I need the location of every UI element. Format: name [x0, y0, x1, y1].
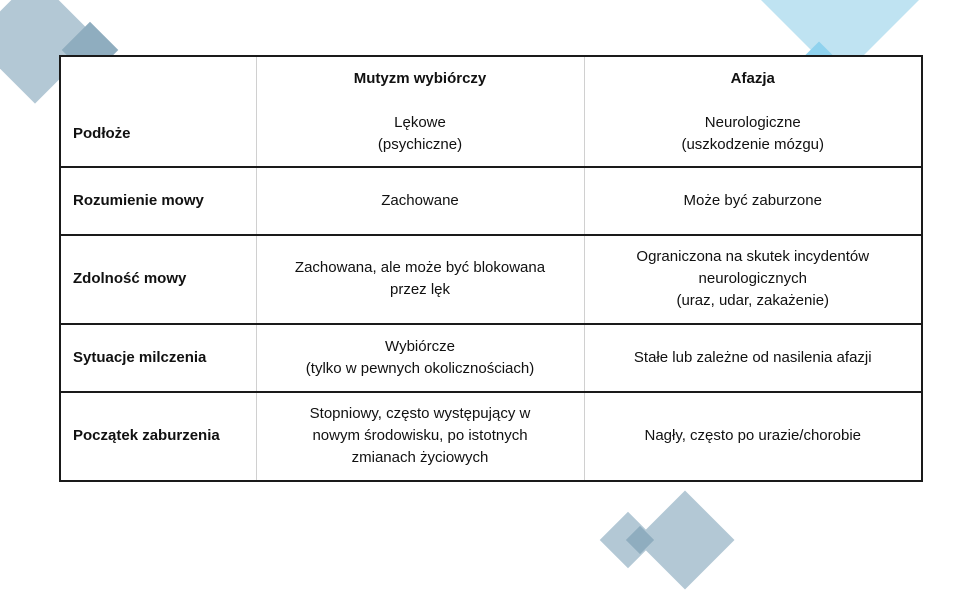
row-label: Podłoże: [60, 101, 256, 167]
cell-afazja: [584, 235, 922, 324]
cell-text-line: (uraz, udar, zakażenie): [676, 292, 830, 310]
cell-text-line: (psychiczne): [377, 135, 463, 153]
table-row: [60, 167, 922, 234]
cell-text-line: nowym środowisku, po istotnych: [312, 427, 528, 445]
cell-afazja: [584, 392, 922, 482]
cell-afazja: [584, 324, 922, 391]
cell-text-line: Lękowe: [394, 113, 446, 131]
table-row: [60, 324, 922, 391]
row-label: Sytuacje milczenia: [60, 324, 256, 391]
table-row: [60, 101, 922, 167]
table-row: [60, 235, 922, 324]
header-afazja: Afazja: [730, 70, 775, 87]
cell-text-line: Zachowane: [381, 192, 459, 210]
cell-text-line: Ograniczona na skutek incydentów: [636, 248, 870, 266]
cell-text-line: Zachowana, ale może być blokowana: [294, 259, 546, 277]
cell-mutyzm: [256, 324, 584, 391]
cell-mutyzm: [256, 167, 584, 234]
header-empty-cell: [60, 56, 256, 101]
cell-mutyzm: [256, 235, 584, 324]
cell-text-line: (tylko w pewnych okolicznościach): [305, 359, 535, 377]
cell-afazja: [584, 167, 922, 234]
cell-mutyzm: [256, 392, 584, 482]
comparison-table: [59, 55, 923, 482]
row-label: Rozumienie mowy: [60, 167, 256, 234]
header-mutyzm: Mutyzm wybiórczy: [256, 56, 584, 101]
cell-text-line: neurologicznych: [698, 270, 807, 288]
table-row: [60, 392, 922, 482]
cell-text-line: przez lęk: [389, 281, 451, 299]
cell-text-line: Stopniowy, często występujący w: [309, 405, 531, 423]
row-label: Początek zaburzenia: [60, 392, 256, 482]
cell-text-line: Wybiórcze: [385, 337, 455, 355]
cell-text-line: Neurologiczne: [704, 113, 801, 131]
cell-text-line: Stałe lub zależne od nasilenia afazji: [633, 348, 872, 366]
cell-text-line: zmianach życiowych: [351, 449, 489, 467]
cell-afazja: [584, 101, 922, 167]
row-label: Zdolność mowy: [60, 235, 256, 324]
cell-text-line: Może być zaburzone: [683, 192, 822, 210]
cell-text-line: Nagły, często po urazie/chorobie: [644, 427, 861, 445]
header-row: [60, 56, 922, 101]
cell-mutyzm: [256, 101, 584, 167]
cell-text-line: (uszkodzenie mózgu): [681, 135, 825, 153]
